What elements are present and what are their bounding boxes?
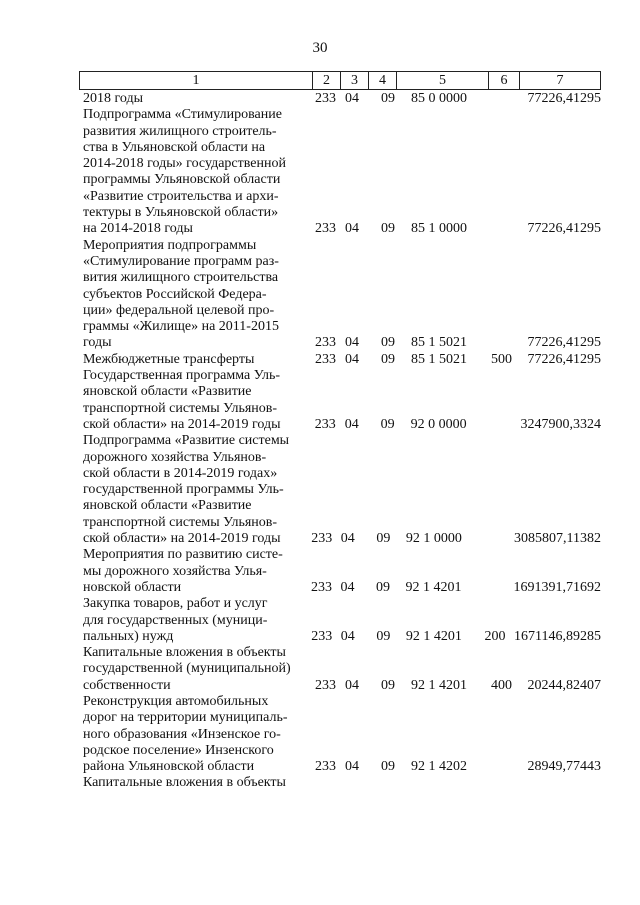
table-row — [83, 645, 603, 694]
row-col-4: 09 — [381, 759, 395, 775]
row-col-2: 233 — [315, 91, 336, 106]
row-col-2: 233 — [315, 351, 336, 367]
row-col-4: 09 — [381, 91, 395, 106]
row-col-5: 85 1 0000 — [411, 221, 467, 237]
row-col-4: 09 — [381, 335, 395, 351]
row-description: Государственная программа Уль- яновской области «Развитие транспортной системы Ульянов- ской области» на 2014-2019 годы — [83, 368, 281, 432]
header-col-1: 1 — [80, 72, 313, 89]
row-description: Подпрограмма «Развитие системы дорожного хозяйства Ульянов- ской области в 2014-2019 годах» государственной программы Уль- яновской области «Развитие транспортной системы Ульянов- ской области» на 2014-2019 годы — [83, 433, 290, 547]
table-row — [83, 547, 603, 596]
row-col-2: 233 — [315, 677, 336, 693]
row-col-4: 09 — [381, 677, 395, 693]
row-description: Мероприятия подпрограммы «Стимулирование программ раз- вития жилищного строительства субъектов Российской Федера- ции» федеральной целевой про- граммы «Жилище» на 2011-2015 годы — [83, 237, 279, 351]
row-col-3: 04 — [340, 579, 355, 595]
row-col-2: 233 — [311, 531, 333, 547]
header-col-4: 4 — [369, 72, 397, 89]
table-row — [83, 352, 603, 368]
row-col-4: 09 — [381, 351, 395, 367]
row-col-4: 09 — [376, 531, 391, 547]
row-col-5: 85 1 5021 — [411, 335, 467, 351]
row-col-2: 233 — [315, 759, 336, 775]
row-col-5: 92 1 4202 — [411, 759, 467, 775]
row-col-3: 04 — [345, 221, 359, 237]
table-row — [83, 238, 603, 352]
header-col-7: 7 — [556, 73, 564, 88]
row-col-2: 233 — [315, 335, 336, 351]
table-body — [83, 91, 603, 792]
row-description: Капитальные вложения в объекты — [83, 775, 286, 791]
row-col-5: 92 0 0000 — [410, 416, 467, 432]
row-col-7: 1691391,71692 — [513, 579, 601, 595]
table-row — [83, 368, 603, 433]
row-col-4: 09 — [381, 221, 395, 237]
row-col-7: 1671146,89285 — [514, 628, 601, 644]
row-col-4: 09 — [376, 628, 391, 644]
row-description: Закупка товаров, работ и услуг для государственных (муници- пальных) нужд — [83, 596, 268, 644]
row-col-3: 04 — [340, 628, 355, 644]
table-row — [83, 107, 603, 237]
row-description: Межбюджетные трансферты — [83, 351, 255, 367]
row-col-7: 77226,41295 — [527, 91, 601, 106]
row-col-5: 92 1 4201 — [405, 628, 462, 644]
row-col-5: 85 0 0000 — [411, 91, 467, 106]
row-description: 2018 годы — [83, 91, 144, 106]
row-col-4: 09 — [375, 579, 390, 595]
row-col-3: 04 — [345, 335, 359, 351]
row-description: Мероприятия по развитию систе- мы дорожного хозяйства Улья- новской области — [83, 547, 283, 595]
row-col-7: 77226,41295 — [527, 351, 601, 367]
table-row — [83, 91, 603, 107]
row-col-2: 233 — [314, 416, 336, 432]
row-description: Капитальные вложения в объекты государственной (муниципальной) собственности — [83, 645, 291, 693]
table-row — [83, 775, 603, 791]
row-col-7: 28949,77443 — [527, 759, 601, 775]
row-col-6: 200 — [484, 628, 506, 644]
header-col-6: 6 — [489, 72, 520, 89]
row-description: Подпрограмма «Стимулирование развития жилищного строитель- ства в Ульяновской области на 2014-2018 годы» государственной программы Ульяновской области «Развитие строительства и архи- тектуры в Ульяновской области» на 2014-2018 годы — [83, 107, 286, 237]
table-header — [79, 71, 601, 90]
header-col-5: 5 — [397, 72, 489, 89]
row-col-5: 92 1 4201 — [405, 579, 462, 595]
row-col-2: 233 — [311, 628, 333, 644]
table-row — [83, 433, 603, 547]
row-col-7: 3247900,3324 — [520, 416, 602, 432]
row-col-3: 04 — [345, 759, 359, 775]
row-col-3: 04 — [344, 416, 359, 432]
row-col-2: 233 — [311, 579, 332, 595]
row-col-5: 92 1 4201 — [411, 677, 467, 693]
row-col-5: 92 1 0000 — [405, 531, 462, 547]
row-col-4: 09 — [380, 416, 395, 432]
row-col-6: 500 — [491, 351, 512, 367]
row-col-7: 77226,41295 — [527, 335, 601, 351]
table-row — [83, 596, 603, 645]
row-col-3: 04 — [345, 91, 359, 106]
row-col-6: 400 — [491, 677, 512, 693]
header-col-2: 2 — [313, 72, 341, 89]
row-col-3: 04 — [340, 531, 355, 547]
page-number: 30 — [312, 40, 328, 56]
table-row — [83, 694, 603, 775]
row-col-3: 04 — [345, 351, 359, 367]
row-col-7: 77226,41295 — [527, 221, 601, 237]
row-col-7: 20244,82407 — [527, 677, 601, 693]
row-description: Реконструкция автомобильных дорог на территории муниципаль- ного образования «Инзенское го- родское поселение» Инзенского района Ульяновской области — [83, 693, 288, 775]
row-col-2: 233 — [315, 221, 336, 237]
row-col-7: 3085807,11382 — [514, 531, 601, 547]
row-col-5: 85 1 5021 — [411, 351, 467, 367]
row-col-3: 04 — [345, 677, 359, 693]
header-col-3: 3 — [341, 72, 369, 89]
